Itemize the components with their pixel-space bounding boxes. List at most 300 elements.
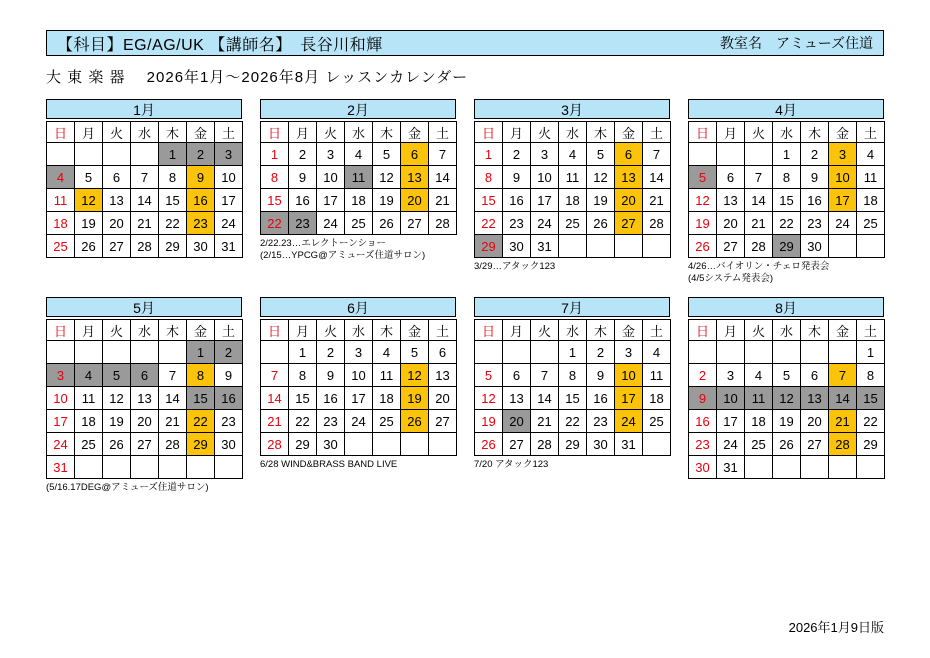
day-cell[interactable]: 3 (345, 341, 373, 364)
day-cell[interactable]: 21 (531, 410, 559, 433)
day-cell[interactable]: 9 (215, 364, 243, 387)
day-cell[interactable]: 5 (373, 143, 401, 166)
day-cell[interactable]: 3 (717, 364, 745, 387)
day-cell[interactable]: 28 (745, 235, 773, 258)
day-cell[interactable]: 13 (429, 364, 457, 387)
day-cell[interactable]: 12 (773, 387, 801, 410)
day-cell[interactable]: 5 (75, 166, 103, 189)
day-cell[interactable]: 5 (587, 143, 615, 166)
day-cell[interactable]: 15 (475, 189, 503, 212)
day-cell[interactable]: 3 (317, 143, 345, 166)
week-row (47, 387, 243, 410)
day-cell[interactable]: 22 (857, 410, 885, 433)
day-cell[interactable]: 5 (689, 166, 717, 189)
weekday-header-row (261, 320, 457, 341)
day-cell[interactable]: 12 (103, 387, 131, 410)
week-row (47, 410, 243, 433)
day-cell[interactable]: 19 (689, 212, 717, 235)
day-cell[interactable]: 8 (773, 166, 801, 189)
day-cell[interactable]: 27 (503, 433, 531, 456)
day-cell[interactable]: 19 (475, 410, 503, 433)
day-cell[interactable]: 13 (615, 166, 643, 189)
day-cell[interactable]: 24 (47, 433, 75, 456)
day-cell[interactable]: 21 (745, 212, 773, 235)
day-cell[interactable]: 26 (373, 212, 401, 235)
day-cell[interactable]: 26 (475, 433, 503, 456)
day-cell[interactable]: 23 (689, 433, 717, 456)
day-cell[interactable]: 5 (401, 341, 429, 364)
weekday-header-row (475, 122, 671, 143)
day-cell[interactable]: 30 (503, 235, 531, 258)
day-cell[interactable]: 9 (289, 166, 317, 189)
day-cell[interactable]: 25 (745, 433, 773, 456)
week-row (689, 143, 885, 166)
day-cell[interactable]: 6 (429, 341, 457, 364)
day-cell[interactable]: 4 (345, 143, 373, 166)
day-cell[interactable]: 8 (261, 166, 289, 189)
day-cell[interactable]: 7 (131, 166, 159, 189)
day-cell[interactable]: 24 (615, 410, 643, 433)
day-cell[interactable]: 19 (773, 410, 801, 433)
day-cell[interactable]: 9 (587, 364, 615, 387)
day-cell[interactable]: 13 (131, 387, 159, 410)
day-cell[interactable]: 21 (643, 189, 671, 212)
day-cell[interactable]: 25 (857, 212, 885, 235)
day-cell[interactable]: 24 (345, 410, 373, 433)
day-cell[interactable]: 11 (345, 166, 373, 189)
day-cell[interactable]: 14 (261, 387, 289, 410)
weekday-header: 木 (801, 122, 829, 143)
day-cell[interactable]: 20 (801, 410, 829, 433)
day-cell[interactable]: 30 (187, 235, 215, 258)
day-cell[interactable]: 18 (75, 410, 103, 433)
day-cell[interactable]: 6 (103, 166, 131, 189)
day-cell[interactable]: 6 (131, 364, 159, 387)
day-cell[interactable]: 30 (689, 456, 717, 479)
day-cell[interactable]: 14 (159, 387, 187, 410)
day-cell[interactable]: 13 (717, 189, 745, 212)
weekday-header-row (261, 122, 457, 143)
day-cell[interactable]: 14 (829, 387, 857, 410)
weekday-header: 火 (103, 320, 131, 341)
day-cell[interactable]: 22 (159, 212, 187, 235)
day-cell[interactable]: 12 (373, 166, 401, 189)
day-cell[interactable]: 25 (75, 433, 103, 456)
day-cell[interactable]: 2 (503, 143, 531, 166)
weekday-header: 火 (531, 122, 559, 143)
day-cell[interactable]: 28 (643, 212, 671, 235)
day-cell[interactable]: 28 (531, 433, 559, 456)
day-cell[interactable]: 15 (773, 189, 801, 212)
day-cell[interactable]: 25 (345, 212, 373, 235)
day-cell[interactable]: 15 (559, 387, 587, 410)
day-cell[interactable]: 5 (773, 364, 801, 387)
day-cell[interactable]: 28 (829, 433, 857, 456)
empty-cell (559, 235, 587, 258)
calendar-month (474, 297, 670, 494)
day-cell[interactable]: 24 (317, 212, 345, 235)
day-cell[interactable]: 16 (801, 189, 829, 212)
day-cell[interactable]: 10 (47, 387, 75, 410)
empty-cell (801, 456, 829, 479)
week-row (475, 410, 671, 433)
day-cell[interactable]: 12 (75, 189, 103, 212)
day-cell[interactable]: 31 (47, 456, 75, 479)
day-cell[interactable]: 14 (131, 189, 159, 212)
day-cell[interactable]: 14 (745, 189, 773, 212)
day-cell[interactable]: 10 (345, 364, 373, 387)
day-cell[interactable]: 21 (429, 189, 457, 212)
day-cell[interactable]: 23 (187, 212, 215, 235)
day-cell[interactable]: 6 (615, 143, 643, 166)
day-cell[interactable]: 12 (689, 189, 717, 212)
day-cell[interactable]: 25 (47, 235, 75, 258)
day-cell[interactable]: 4 (373, 341, 401, 364)
subject-instructor-label: 【科目】EG/AG/UK 【講師名】 長谷川和輝 (57, 36, 383, 54)
empty-cell (429, 433, 457, 456)
day-cell[interactable]: 4 (857, 143, 885, 166)
weekday-header: 水 (345, 320, 373, 341)
day-cell[interactable]: 17 (717, 410, 745, 433)
day-cell[interactable]: 10 (717, 387, 745, 410)
day-cell[interactable]: 22 (559, 410, 587, 433)
page-title: 大 東 楽 器 2026年1月〜2026年8月 レッスンカレンダー (46, 69, 469, 86)
day-cell[interactable]: 6 (801, 364, 829, 387)
day-cell[interactable]: 31 (215, 235, 243, 258)
day-cell[interactable]: 9 (503, 166, 531, 189)
week-row (475, 166, 671, 189)
day-cell[interactable]: 9 (187, 166, 215, 189)
day-cell[interactable]: 11 (47, 189, 75, 212)
day-cell[interactable]: 2 (689, 364, 717, 387)
weekday-header: 月 (717, 122, 745, 143)
day-cell[interactable]: 14 (531, 387, 559, 410)
day-cell[interactable]: 25 (643, 410, 671, 433)
day-cell[interactable]: 9 (801, 166, 829, 189)
day-cell[interactable]: 8 (289, 364, 317, 387)
day-cell[interactable]: 15 (261, 189, 289, 212)
day-cell[interactable]: 30 (801, 235, 829, 258)
day-cell[interactable]: 16 (503, 189, 531, 212)
day-cell[interactable]: 1 (289, 341, 317, 364)
day-cell[interactable]: 11 (643, 364, 671, 387)
weekday-header: 土 (215, 320, 243, 341)
month-title: 7月 (474, 297, 670, 317)
day-cell[interactable]: 22 (187, 410, 215, 433)
month-note: 3/29…アタック123 (474, 261, 556, 272)
day-cell[interactable]: 8 (475, 166, 503, 189)
day-cell[interactable]: 16 (215, 387, 243, 410)
day-cell[interactable]: 19 (75, 212, 103, 235)
day-cell[interactable]: 6 (503, 364, 531, 387)
day-cell[interactable]: 1 (187, 341, 215, 364)
day-cell[interactable]: 8 (857, 364, 885, 387)
day-cell[interactable]: 25 (559, 212, 587, 235)
day-cell[interactable]: 23 (503, 212, 531, 235)
day-cell[interactable]: 25 (373, 410, 401, 433)
day-cell[interactable]: 24 (829, 212, 857, 235)
day-cell[interactable]: 10 (829, 166, 857, 189)
day-cell[interactable]: 16 (689, 410, 717, 433)
day-cell[interactable]: 22 (289, 410, 317, 433)
day-cell[interactable]: 27 (401, 212, 429, 235)
month-note: 7/20 アタック123 (474, 459, 549, 470)
day-cell[interactable]: 7 (429, 143, 457, 166)
day-cell[interactable]: 16 (289, 189, 317, 212)
day-cell[interactable]: 20 (131, 410, 159, 433)
day-cell[interactable]: 19 (401, 387, 429, 410)
empty-cell (801, 341, 829, 364)
day-cell[interactable]: 13 (503, 387, 531, 410)
day-cell[interactable]: 16 (317, 387, 345, 410)
day-cell[interactable]: 16 (587, 387, 615, 410)
weekday-header: 木 (159, 320, 187, 341)
day-cell[interactable]: 2 (801, 143, 829, 166)
day-cell[interactable]: 7 (643, 143, 671, 166)
day-cell[interactable]: 5 (475, 364, 503, 387)
day-cell[interactable]: 10 (317, 166, 345, 189)
day-cell[interactable]: 24 (717, 433, 745, 456)
weekday-header: 金 (615, 122, 643, 143)
day-cell[interactable]: 16 (187, 189, 215, 212)
day-cell[interactable]: 12 (475, 387, 503, 410)
day-cell[interactable]: 1 (159, 143, 187, 166)
day-cell[interactable]: 21 (261, 410, 289, 433)
day-cell[interactable]: 31 (717, 456, 745, 479)
day-cell[interactable]: 7 (159, 364, 187, 387)
month-title: 8月 (688, 297, 884, 317)
day-cell[interactable]: 21 (159, 410, 187, 433)
day-cell[interactable]: 23 (215, 410, 243, 433)
day-cell[interactable]: 18 (47, 212, 75, 235)
day-cell[interactable]: 18 (345, 189, 373, 212)
weekday-header-row (689, 122, 885, 143)
day-cell[interactable]: 8 (187, 364, 215, 387)
day-cell[interactable]: 15 (289, 387, 317, 410)
day-cell[interactable]: 26 (773, 433, 801, 456)
calendar-row-bottom (46, 297, 884, 494)
day-cell[interactable]: 6 (717, 166, 745, 189)
day-cell[interactable]: 12 (401, 364, 429, 387)
day-cell[interactable]: 17 (345, 387, 373, 410)
day-cell[interactable]: 15 (159, 189, 187, 212)
day-cell[interactable]: 14 (429, 166, 457, 189)
day-cell[interactable]: 17 (317, 189, 345, 212)
day-cell[interactable]: 18 (559, 189, 587, 212)
day-cell[interactable]: 28 (159, 433, 187, 456)
day-cell[interactable]: 30 (587, 433, 615, 456)
day-cell[interactable]: 13 (103, 189, 131, 212)
day-cell[interactable]: 22 (475, 212, 503, 235)
day-cell[interactable]: 10 (215, 166, 243, 189)
day-cell[interactable]: 26 (689, 235, 717, 258)
day-cell[interactable]: 31 (615, 433, 643, 456)
day-cell[interactable]: 23 (317, 410, 345, 433)
day-cell[interactable]: 8 (559, 364, 587, 387)
month-title: 5月 (46, 297, 242, 317)
day-cell[interactable]: 26 (75, 235, 103, 258)
day-cell[interactable]: 11 (373, 364, 401, 387)
weekday-header: 日 (47, 122, 75, 143)
calendar-month (688, 297, 884, 494)
day-cell[interactable]: 28 (429, 212, 457, 235)
day-cell[interactable]: 27 (615, 212, 643, 235)
day-cell[interactable]: 2 (289, 143, 317, 166)
day-cell[interactable]: 1 (261, 143, 289, 166)
day-cell[interactable]: 28 (261, 433, 289, 456)
day-cell[interactable]: 7 (261, 364, 289, 387)
day-cell[interactable]: 3 (829, 143, 857, 166)
day-cell[interactable]: 13 (401, 166, 429, 189)
day-cell[interactable]: 23 (289, 212, 317, 235)
day-cell[interactable]: 27 (717, 235, 745, 258)
day-cell[interactable]: 3 (531, 143, 559, 166)
week-row (689, 235, 885, 258)
day-cell[interactable]: 30 (215, 433, 243, 456)
weekday-header: 木 (801, 320, 829, 341)
empty-cell (717, 143, 745, 166)
day-cell[interactable]: 1 (773, 143, 801, 166)
day-cell[interactable]: 23 (587, 410, 615, 433)
day-cell[interactable]: 29 (159, 235, 187, 258)
day-cell[interactable]: 22 (261, 212, 289, 235)
day-cell[interactable]: 31 (531, 235, 559, 258)
day-cell[interactable]: 2 (587, 341, 615, 364)
week-row (475, 364, 671, 387)
day-cell[interactable]: 21 (131, 212, 159, 235)
day-cell[interactable]: 4 (643, 341, 671, 364)
week-row (689, 364, 885, 387)
day-cell[interactable]: 20 (103, 212, 131, 235)
day-cell[interactable]: 19 (103, 410, 131, 433)
weekday-header: 水 (773, 122, 801, 143)
day-cell[interactable]: 27 (131, 433, 159, 456)
day-cell[interactable]: 12 (587, 166, 615, 189)
day-cell[interactable]: 17 (829, 189, 857, 212)
day-cell[interactable]: 3 (47, 364, 75, 387)
empty-cell (131, 341, 159, 364)
weekday-header-row (475, 320, 671, 341)
day-cell[interactable]: 5 (103, 364, 131, 387)
day-cell[interactable]: 17 (215, 189, 243, 212)
day-cell[interactable]: 29 (475, 235, 503, 258)
day-cell[interactable]: 4 (745, 364, 773, 387)
day-cell[interactable]: 24 (531, 212, 559, 235)
day-cell[interactable]: 17 (531, 189, 559, 212)
day-cell[interactable]: 20 (717, 212, 745, 235)
day-cell[interactable]: 9 (317, 364, 345, 387)
day-cell[interactable]: 8 (159, 166, 187, 189)
calendar-row-top (46, 99, 884, 285)
day-cell[interactable]: 15 (857, 387, 885, 410)
day-cell[interactable]: 29 (773, 235, 801, 258)
day-cell[interactable]: 20 (615, 189, 643, 212)
day-cell[interactable]: 22 (773, 212, 801, 235)
day-cell[interactable]: 28 (131, 235, 159, 258)
week-row (47, 456, 243, 479)
week-row (261, 410, 457, 433)
day-cell[interactable]: 1 (559, 341, 587, 364)
day-cell[interactable]: 26 (401, 410, 429, 433)
day-cell[interactable]: 4 (47, 166, 75, 189)
day-cell[interactable]: 2 (187, 143, 215, 166)
day-cell[interactable]: 29 (559, 433, 587, 456)
week-row (475, 212, 671, 235)
day-cell[interactable]: 4 (75, 364, 103, 387)
weekday-header: 土 (857, 320, 885, 341)
day-cell[interactable]: 15 (187, 387, 215, 410)
day-cell[interactable]: 20 (429, 387, 457, 410)
day-cell[interactable]: 20 (401, 189, 429, 212)
day-cell[interactable]: 11 (857, 166, 885, 189)
day-cell[interactable]: 29 (857, 433, 885, 456)
day-cell[interactable]: 29 (187, 433, 215, 456)
day-cell[interactable]: 27 (801, 433, 829, 456)
empty-cell (587, 235, 615, 258)
day-cell[interactable]: 9 (689, 387, 717, 410)
calendar-month (260, 99, 456, 285)
weekday-header: 水 (559, 122, 587, 143)
day-cell[interactable]: 10 (615, 364, 643, 387)
day-cell[interactable]: 19 (373, 189, 401, 212)
day-cell[interactable]: 2 (317, 341, 345, 364)
weekday-header-row (47, 320, 243, 341)
day-cell[interactable]: 13 (801, 387, 829, 410)
day-cell[interactable]: 21 (829, 410, 857, 433)
day-cell[interactable]: 4 (559, 143, 587, 166)
weekday-header: 金 (187, 122, 215, 143)
empty-cell (829, 341, 857, 364)
day-cell[interactable]: 11 (75, 387, 103, 410)
day-cell[interactable]: 18 (745, 410, 773, 433)
day-cell[interactable]: 6 (401, 143, 429, 166)
day-cell[interactable]: 3 (615, 341, 643, 364)
day-cell[interactable]: 10 (531, 166, 559, 189)
empty-cell (373, 433, 401, 456)
day-cell[interactable]: 27 (103, 235, 131, 258)
day-cell[interactable]: 7 (531, 364, 559, 387)
day-cell[interactable]: 2 (215, 341, 243, 364)
day-cell[interactable]: 23 (801, 212, 829, 235)
empty-cell (261, 341, 289, 364)
day-cell[interactable]: 17 (615, 387, 643, 410)
day-cell[interactable]: 3 (215, 143, 243, 166)
day-cell[interactable]: 7 (829, 364, 857, 387)
day-cell[interactable]: 14 (643, 166, 671, 189)
weekday-header: 月 (75, 122, 103, 143)
day-cell[interactable]: 18 (643, 387, 671, 410)
day-cell[interactable]: 29 (289, 433, 317, 456)
weekday-header: 日 (475, 122, 503, 143)
day-cell[interactable]: 11 (559, 166, 587, 189)
day-cell[interactable]: 26 (587, 212, 615, 235)
day-cell[interactable]: 7 (745, 166, 773, 189)
day-cell[interactable]: 18 (373, 387, 401, 410)
day-cell[interactable]: 27 (429, 410, 457, 433)
day-cell[interactable]: 1 (475, 143, 503, 166)
day-cell[interactable]: 20 (503, 410, 531, 433)
month-title: 3月 (474, 99, 670, 119)
day-cell[interactable]: 30 (317, 433, 345, 456)
day-cell[interactable]: 17 (47, 410, 75, 433)
day-cell[interactable]: 24 (215, 212, 243, 235)
weekday-header: 木 (373, 320, 401, 341)
day-cell[interactable]: 19 (587, 189, 615, 212)
day-cell[interactable]: 11 (745, 387, 773, 410)
day-cell[interactable]: 26 (103, 433, 131, 456)
day-cell[interactable]: 1 (857, 341, 885, 364)
day-cell[interactable]: 18 (857, 189, 885, 212)
